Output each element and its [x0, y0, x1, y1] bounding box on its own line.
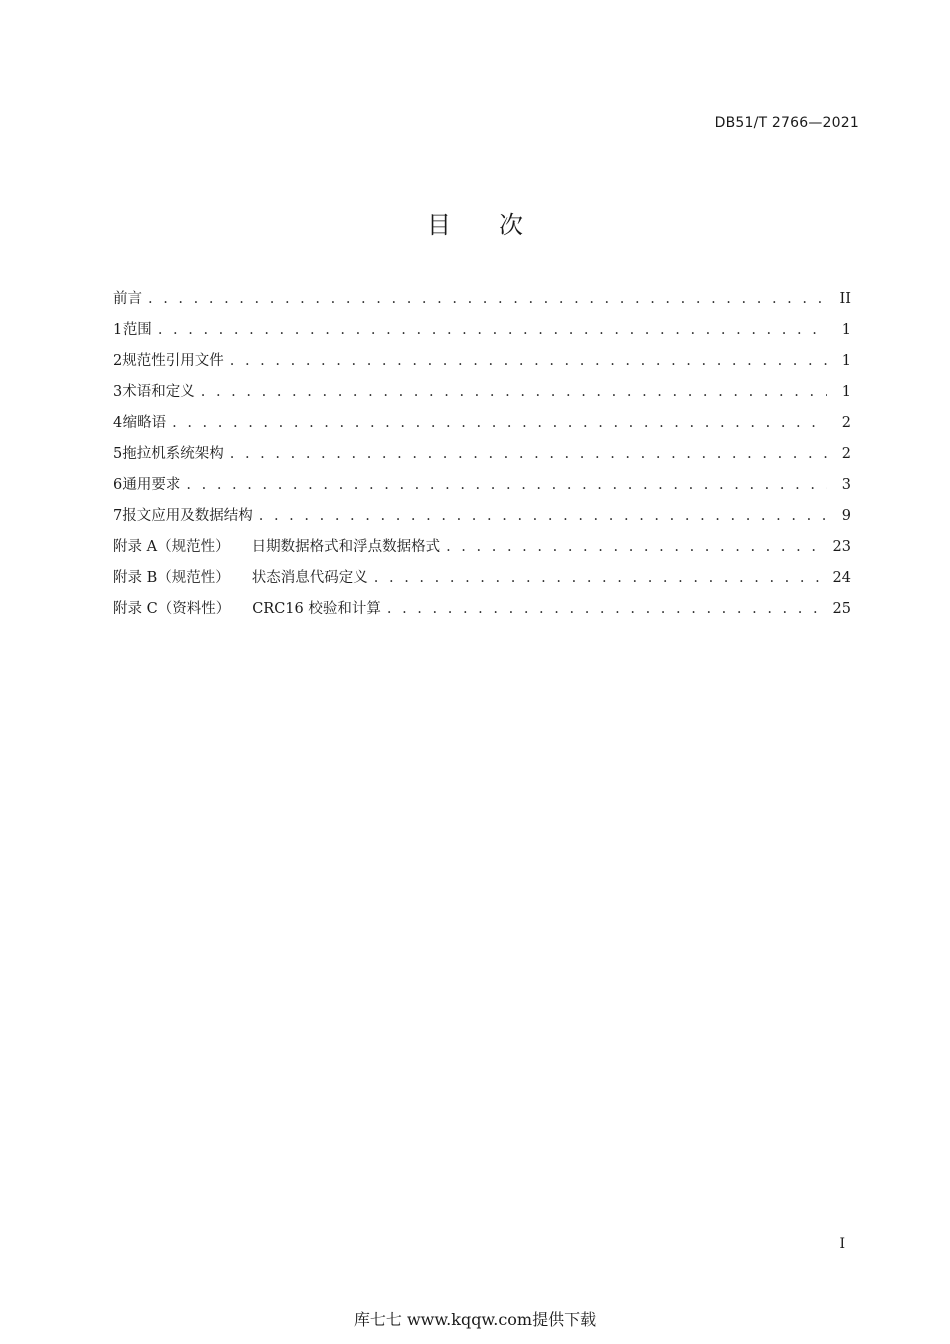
toc-entry-page: 1 [841, 384, 851, 400]
toc-entry-system-architecture[interactable] [113, 442, 851, 473]
toc-entry-page: 2 [841, 415, 851, 431]
toc-entry-page: II [839, 291, 851, 307]
toc-dot-leader [259, 508, 827, 524]
toc-entry-number: 3 [113, 384, 123, 400]
toc-entry-appendix-b[interactable] [113, 566, 851, 597]
toc-entry-foreword[interactable] [113, 287, 851, 318]
toc-dot-leader [387, 601, 827, 617]
toc-dot-leader [201, 384, 827, 400]
toc-entry-appendix-prefix: 附录 B（规范性） [113, 570, 230, 586]
toc-entry-label: 报文应用及数据结构 [122, 508, 253, 524]
toc-entry-page: 25 [832, 601, 851, 617]
toc-dot-leader [172, 415, 827, 431]
toc-entry-abbreviations[interactable] [113, 411, 851, 442]
toc-dot-leader [230, 353, 827, 369]
toc-entry-page: 24 [832, 570, 851, 586]
toc-entry-number: 6 [113, 477, 123, 493]
toc-entry-message-data-structure[interactable] [113, 504, 851, 535]
toc-entry-page: 1 [841, 353, 851, 369]
toc-title: 目次 [427, 211, 571, 239]
toc-entry-label: 术语和定义 [122, 384, 195, 400]
toc-entry-label: 通用要求 [122, 477, 181, 493]
toc-entry-appendix-a[interactable] [113, 535, 851, 566]
toc-entry-appendix-c[interactable] [113, 597, 851, 628]
toc-entry-number: 2 [113, 353, 123, 369]
toc-entry-number: 4 [113, 415, 123, 431]
toc-entry-label: 日期数据格式和浮点数据格式 [251, 539, 441, 555]
toc-entry-page: 1 [841, 322, 851, 338]
toc-entry-label: 范围 [122, 322, 152, 338]
toc-entry-label: CRC16 校验和计算 [252, 601, 381, 617]
toc-entry-label: 规范性引用文件 [122, 353, 224, 369]
toc-dot-leader [230, 446, 827, 462]
page-number: I [839, 1236, 845, 1252]
document-code: DB51/T 2766—2021 [714, 115, 859, 131]
toc-dot-leader [374, 570, 827, 586]
toc-entry-page: 2 [841, 446, 851, 462]
toc-entry-general-requirements[interactable] [113, 473, 851, 504]
toc-entry-number: 7 [113, 508, 123, 524]
toc-entry-page: 9 [841, 508, 851, 524]
toc-entry-label: 拖拉机系统架构 [122, 446, 224, 462]
toc-entry-appendix-prefix: 附录 C（资料性） [113, 601, 231, 617]
footer-watermark-text: 库七七 www.kqqw.com提供下载 [353, 1310, 597, 1329]
toc-entry-number: 5 [113, 446, 123, 462]
toc-dot-leader [186, 477, 827, 493]
toc-entry-normative-references[interactable] [113, 349, 851, 380]
toc-entry-number: 1 [113, 322, 123, 338]
table-of-contents [113, 287, 851, 628]
toc-entry-terms-definitions[interactable] [113, 380, 851, 411]
toc-entry-label: 前言 [113, 291, 142, 307]
toc-dot-leader [446, 539, 826, 555]
toc-entry-label: 状态消息代码定义 [251, 570, 368, 586]
toc-entry-page: 23 [832, 539, 851, 555]
toc-dot-leader [158, 322, 827, 338]
toc-dot-leader [148, 291, 827, 307]
toc-entry-label: 缩略语 [122, 415, 167, 431]
toc-entry-scope[interactable] [113, 318, 851, 349]
toc-entry-appendix-prefix: 附录 A（规范性） [113, 539, 230, 555]
toc-entry-page: 3 [841, 477, 851, 493]
